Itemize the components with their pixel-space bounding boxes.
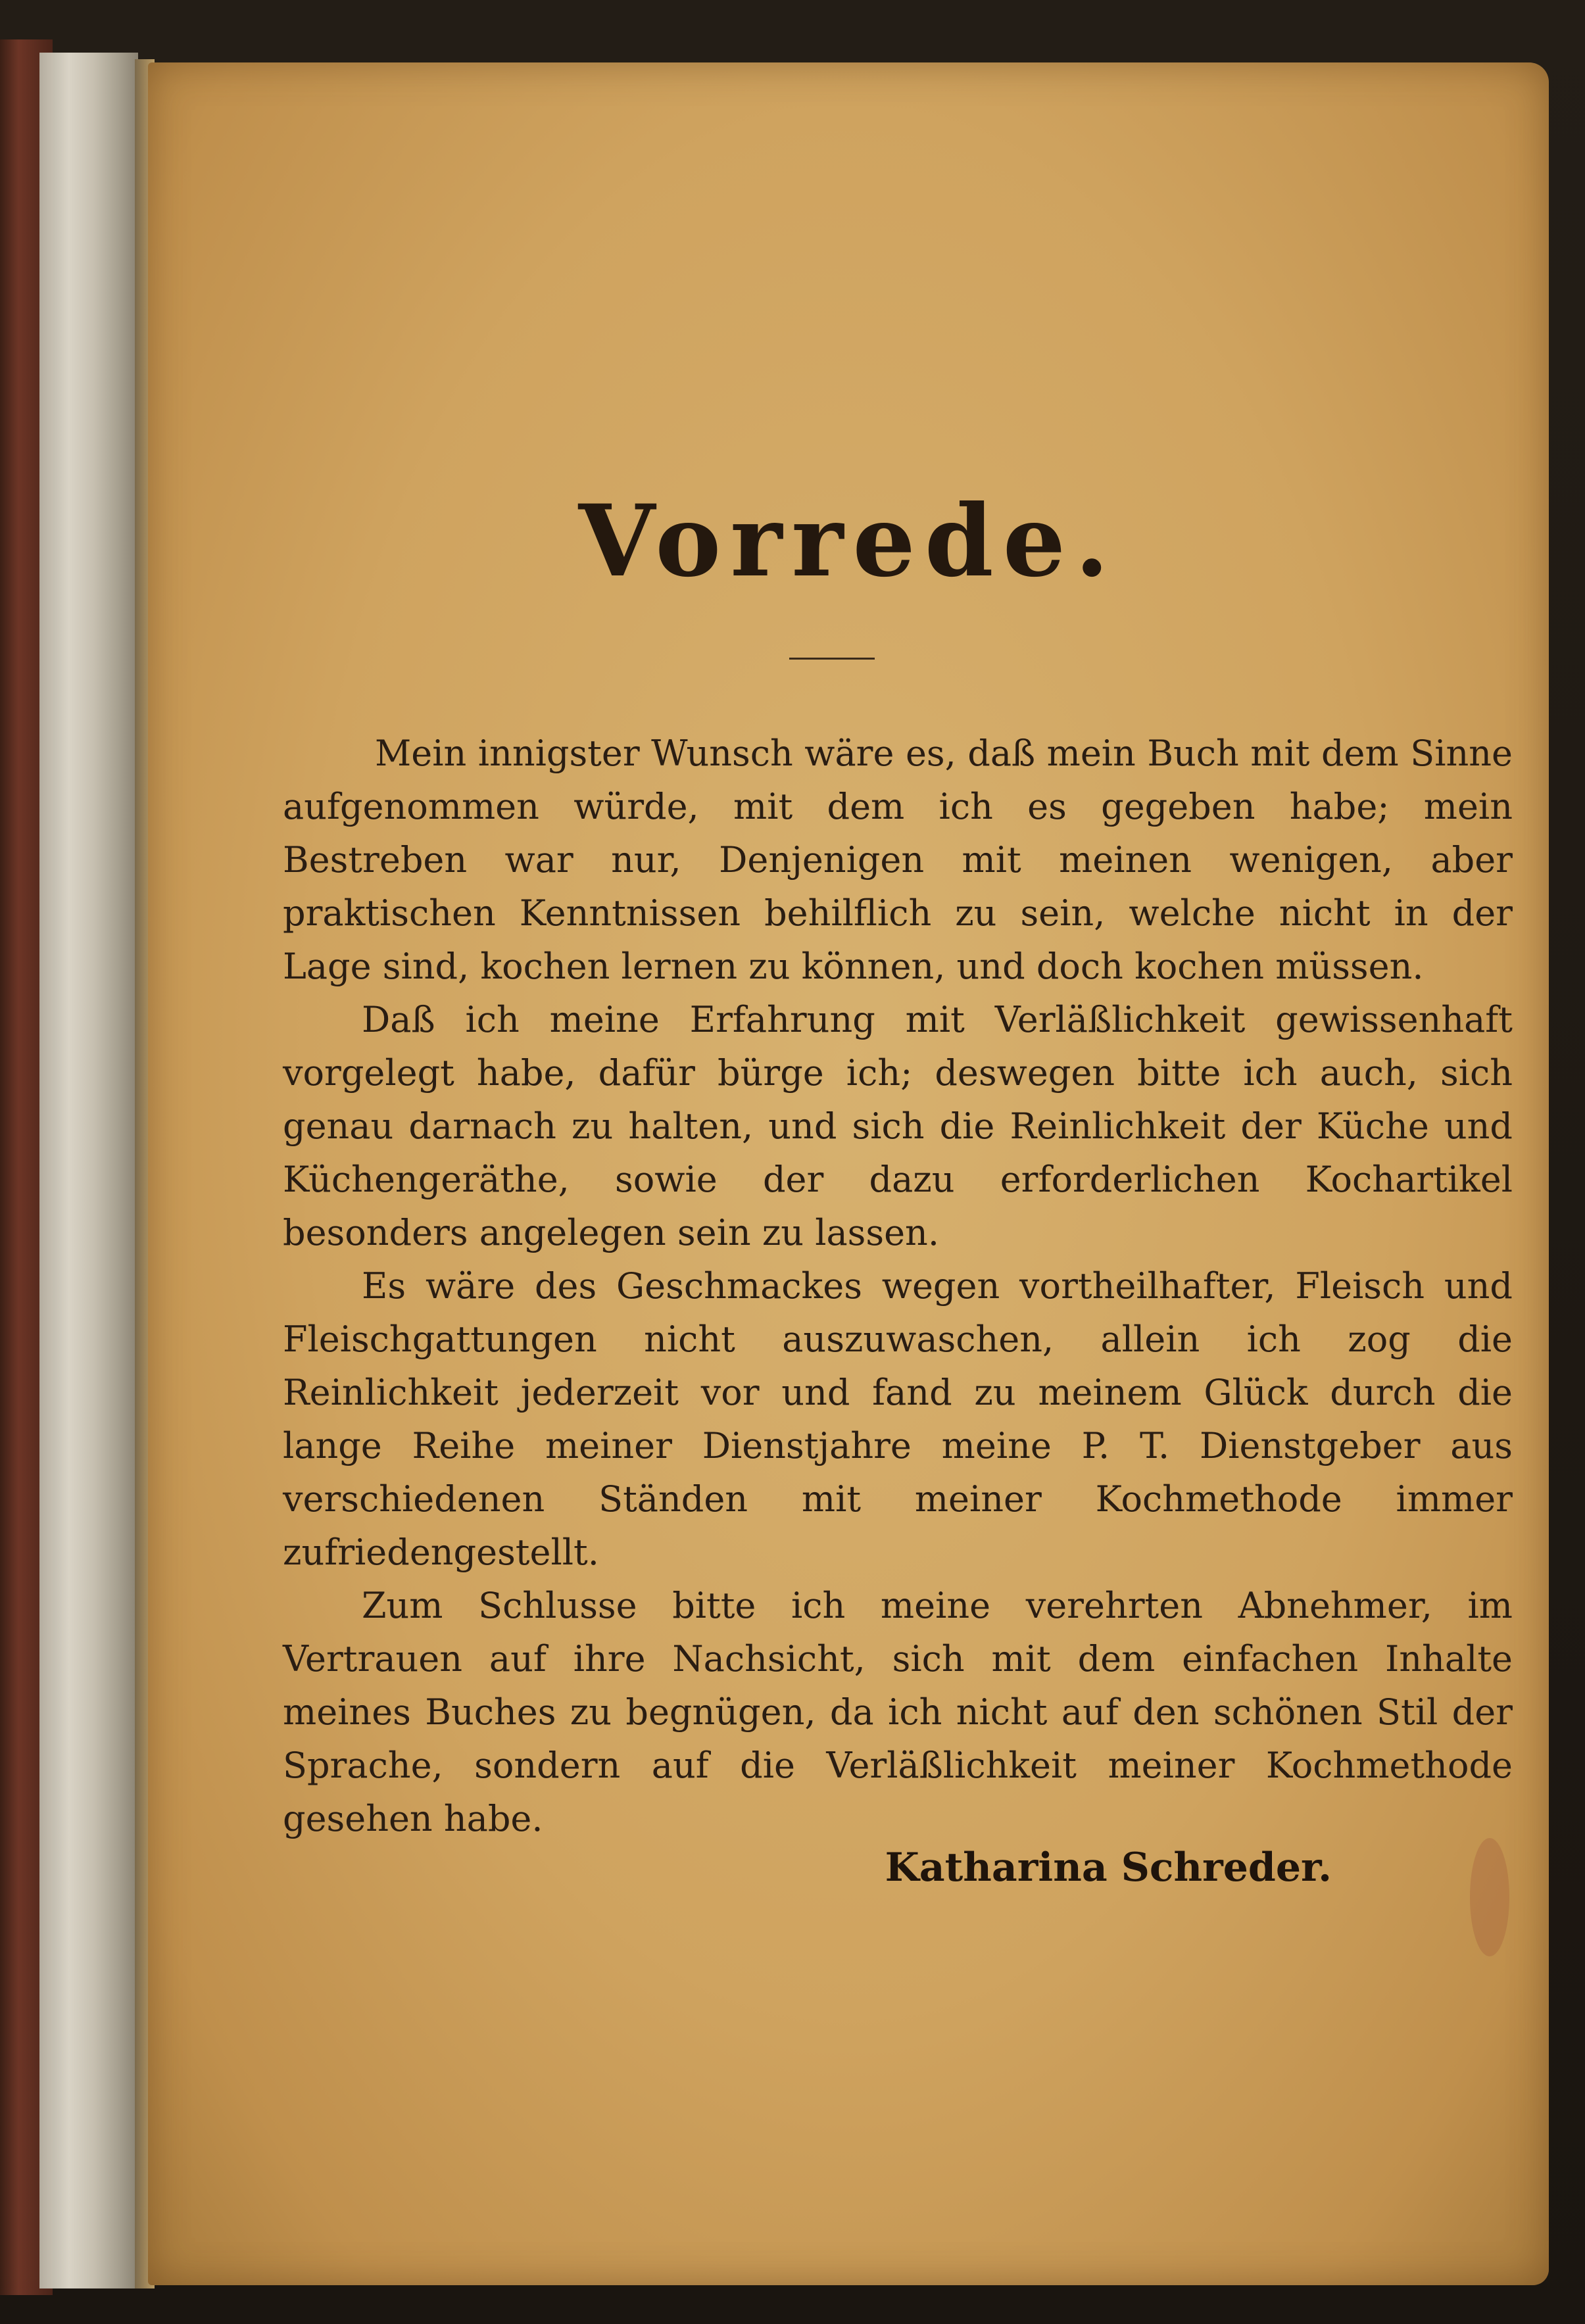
paragraph: Daß ich meine Erfahrung mit Verläßlichkeit gewissenhaft vorgelegt habe, dafür bürge ich; deswegen bitte ich auch, sich genau darnach zu halten, und sich die Reinlichkeit der Küche und Küchengeräthe, sowie der dazu erforderlichen Kochartikel besonders angelegen sein zu lassen.: [283, 999, 1513, 1253]
binding-tape: [39, 53, 138, 2288]
page-title: Vorrede.: [578, 483, 1119, 599]
author-signature: Katharina Schreder.: [885, 1845, 1332, 1891]
book-page: [148, 62, 1549, 2285]
paragraph: Mein innigster Wunsch wäre es, daß mein Buch mit dem Sinne aufgenommen würde, mit dem ich es gegeben habe; mein Bestreben war nur, Denjenigen mit meinen wenigen, aber praktischen Kenntnissen behilflich zu sein, welche nicht in der Lage sind, kochen lernen zu können, und doch kochen müssen.: [283, 733, 1513, 987]
paragraph: Zum Schlusse bitte ich meine verehrten Abnehmer, im Vertrauen auf ihre Nachsicht, sich mit dem einfachen Inhalte meines Buches zu begnügen, da ich nicht auf den schönen Stil der Sprache, sondern auf die Verläßlichkeit meiner Kochmethode gesehen habe.: [283, 1585, 1513, 1839]
preface-body: [283, 727, 1513, 1845]
page-stain: [1470, 1838, 1509, 1956]
paragraph: Es wäre des Geschmackes wegen vortheilhafter, Fleisch und Fleischgattungen nicht auszuwaschen, allein ich zog die Reinlichkeit jederzeit vor und fand zu meinem Glück durch die lange Reihe meiner Dienstjahre meine P. T. Dienstgeber aus verschiedenen Ständen mit meiner Kochmethode immer zufriedengestellt.: [283, 1265, 1513, 1573]
title-divider: [789, 658, 875, 660]
